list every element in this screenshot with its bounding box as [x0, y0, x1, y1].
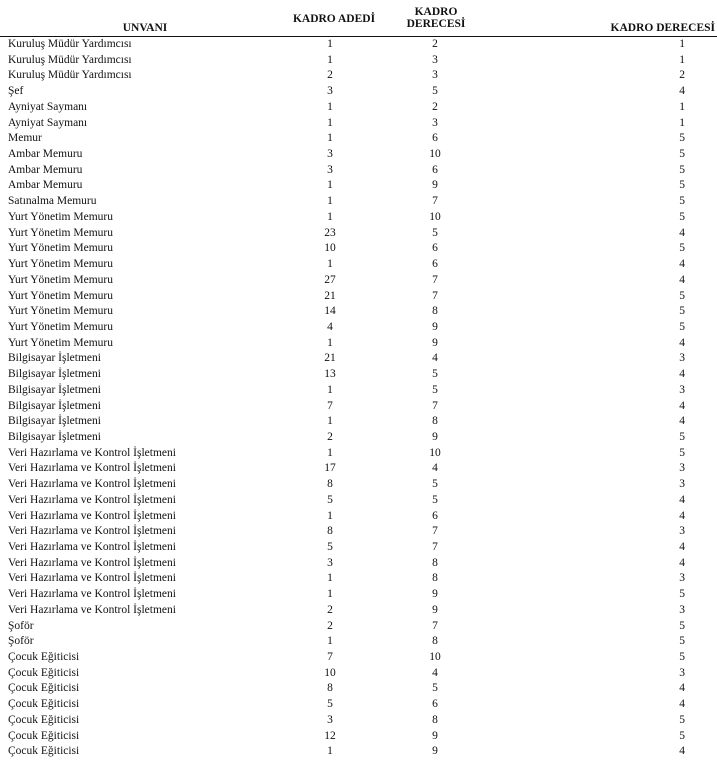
cell-kadro-derecesi-2: 3: [679, 666, 685, 679]
cell-kadro-adedi: 2: [327, 619, 333, 632]
cell-kadro-adedi: 2: [327, 603, 333, 616]
cell-kadro-derecesi-1: 6: [432, 509, 438, 522]
cell-kadro-derecesi-2: 4: [679, 336, 685, 349]
table-row: [0, 53, 717, 69]
cell-kadro-derecesi-1: 7: [432, 619, 438, 632]
cell-kadro-derecesi-2: 3: [679, 525, 685, 538]
cell-unvan: Yurt Yönetim Memuru: [8, 320, 113, 333]
table-row: [0, 257, 717, 273]
cell-kadro-derecesi-2: 4: [679, 556, 685, 569]
cell-kadro-adedi: 8: [327, 478, 333, 491]
cell-unvan: Yurt Yönetim Memuru: [8, 305, 113, 318]
cell-kadro-derecesi-1: 9: [432, 179, 438, 192]
cell-unvan: Ambar Memuru: [8, 148, 83, 161]
cell-kadro-adedi: 3: [327, 148, 333, 161]
cell-kadro-derecesi-2: 4: [679, 258, 685, 271]
table-row: [0, 697, 717, 713]
cell-unvan: Veri Hazırlama ve Kontrol İşletmeni: [8, 493, 176, 506]
cell-kadro-derecesi-2: 5: [679, 289, 685, 302]
table-row: [0, 744, 717, 760]
cell-kadro-derecesi-2: 1: [679, 53, 685, 66]
cell-kadro-derecesi-1: 5: [432, 383, 438, 396]
cell-unvan: Yurt Yönetim Memuru: [8, 273, 113, 286]
cell-kadro-derecesi-2: 5: [679, 635, 685, 648]
table-row: [0, 304, 717, 320]
table-row: [0, 351, 717, 367]
cell-unvan: Yurt Yönetim Memuru: [8, 336, 113, 349]
table-row: [0, 383, 717, 399]
table-row: [0, 540, 717, 556]
cell-kadro-adedi: 7: [327, 651, 333, 664]
cell-kadro-derecesi-1: 7: [432, 195, 438, 208]
cell-kadro-derecesi-2: 5: [679, 446, 685, 459]
cell-kadro-derecesi-2: 5: [679, 305, 685, 318]
cell-kadro-adedi: 5: [327, 698, 333, 711]
cell-unvan: Çocuk Eğiticisi: [8, 745, 80, 758]
cell-kadro-derecesi-2: 5: [679, 588, 685, 601]
cell-kadro-derecesi-1: 5: [432, 493, 438, 506]
cell-kadro-adedi: 14: [324, 305, 336, 318]
cell-kadro-adedi: 8: [327, 682, 333, 695]
table-header: [0, 0, 717, 37]
cell-unvan: Bilgisayar İşletmeni: [8, 352, 101, 365]
cell-unvan: Çocuk Eğiticisi: [8, 651, 80, 664]
table-row: [0, 320, 717, 336]
cell-unvan: Yurt Yönetim Memuru: [8, 242, 113, 255]
table-row: [0, 178, 717, 194]
table-row: [0, 666, 717, 682]
cell-unvan: Ayniyat Saymanı: [8, 116, 88, 129]
table-row: [0, 603, 717, 619]
table-row: [0, 493, 717, 509]
cell-kadro-derecesi-2: 4: [679, 226, 685, 239]
cell-kadro-derecesi-2: 4: [679, 399, 685, 412]
cell-kadro-derecesi-1: 4: [432, 666, 438, 679]
table-row: [0, 131, 717, 147]
cell-kadro-adedi: 10: [324, 666, 336, 679]
cell-kadro-derecesi-2: 5: [679, 195, 685, 208]
cell-kadro-adedi: 1: [327, 336, 333, 349]
cell-kadro-derecesi-1: 10: [429, 651, 441, 664]
table-row: [0, 681, 717, 697]
cell-kadro-derecesi-2: 5: [679, 179, 685, 192]
table-row: [0, 273, 717, 289]
cell-kadro-derecesi-2: 5: [679, 713, 685, 726]
cell-kadro-derecesi-1: 7: [432, 525, 438, 538]
table-row: [0, 68, 717, 84]
cell-kadro-adedi: 5: [327, 541, 333, 553]
cell-kadro-derecesi-1: 7: [432, 273, 438, 286]
table-row: [0, 619, 717, 635]
cell-unvan: Ambar Memuru: [8, 179, 83, 192]
cell-kadro-derecesi-2: 5: [679, 619, 685, 632]
cell-kadro-derecesi-1: 5: [432, 682, 438, 695]
table-row: [0, 729, 717, 745]
cell-kadro-derecesi-1: 3: [432, 53, 438, 66]
table-row: [0, 556, 717, 572]
table-row: [0, 163, 717, 179]
cell-kadro-adedi: 23: [324, 226, 336, 239]
cell-kadro-adedi: 1: [327, 100, 333, 113]
cell-unvan: Veri Hazırlama ve Kontrol İşletmeni: [8, 588, 176, 601]
cell-kadro-derecesi-1: 8: [432, 572, 438, 585]
table-row: [0, 461, 717, 477]
cell-kadro-derecesi-1: 7: [432, 289, 438, 302]
cell-kadro-derecesi-1: 4: [432, 352, 438, 365]
cell-kadro-derecesi-2: 5: [679, 210, 685, 223]
cell-kadro-derecesi-2: 5: [679, 430, 685, 443]
cell-kadro-derecesi-1: 5: [432, 85, 438, 98]
cell-kadro-adedi: 3: [327, 556, 333, 569]
table-row: [0, 226, 717, 242]
cell-kadro-derecesi-1: 4: [432, 462, 438, 475]
cell-unvan: Bilgisayar İşletmeni: [8, 383, 101, 396]
cell-kadro-adedi: 1: [327, 258, 333, 271]
cell-unvan: Çocuk Eğiticisi: [8, 698, 80, 711]
cell-kadro-adedi: 1: [327, 116, 333, 129]
table-body: [0, 37, 717, 760]
cell-kadro-adedi: 10: [324, 242, 336, 255]
header-kadro-derecesi-1: KADRO DERECESİ: [406, 6, 466, 30]
cell-kadro-derecesi-1: 3: [432, 116, 438, 129]
cell-kadro-adedi: 1: [327, 588, 333, 601]
cell-kadro-adedi: 1: [327, 195, 333, 208]
table-row: [0, 367, 717, 383]
header-unvan: UNVANI: [122, 22, 168, 34]
cell-kadro-adedi: 1: [327, 572, 333, 585]
cell-kadro-adedi: 27: [324, 273, 336, 286]
cell-unvan: Veri Hazırlama ve Kontrol İşletmeni: [8, 572, 176, 585]
cell-kadro-derecesi-1: 6: [432, 132, 438, 145]
cell-kadro-derecesi-1: 6: [432, 163, 438, 176]
cell-unvan: Veri Hazırlama ve Kontrol İşletmeni: [8, 556, 176, 569]
cell-kadro-adedi: 3: [327, 713, 333, 726]
cell-kadro-derecesi-2: 4: [679, 415, 685, 428]
table-row: [0, 446, 717, 462]
cell-kadro-adedi: 1: [327, 210, 333, 223]
cell-kadro-adedi: 1: [327, 509, 333, 522]
cell-kadro-derecesi-1: 6: [432, 242, 438, 255]
table-row: [0, 84, 717, 100]
cell-kadro-derecesi-1: 5: [432, 478, 438, 491]
cell-kadro-adedi: 1: [327, 38, 333, 50]
table-row: [0, 336, 717, 352]
cell-kadro-adedi: 12: [324, 729, 336, 742]
cell-kadro-derecesi-2: 1: [679, 100, 685, 113]
cell-kadro-derecesi-1: 6: [432, 698, 438, 711]
header-kadro-derecesi-2: KADRO DERECESİ: [610, 22, 715, 34]
cell-kadro-derecesi-2: 5: [679, 651, 685, 664]
table-row: [0, 37, 717, 53]
cell-unvan: Çocuk Eğiticisi: [8, 682, 80, 695]
cell-kadro-derecesi-2: 5: [679, 242, 685, 255]
cell-kadro-derecesi-1: 9: [432, 603, 438, 616]
cell-kadro-adedi: 21: [324, 289, 336, 302]
cell-kadro-adedi: 4: [327, 320, 333, 333]
cell-kadro-derecesi-2: 3: [679, 478, 685, 491]
cell-unvan: Bilgisayar İşletmeni: [8, 415, 101, 428]
cell-kadro-derecesi-2: 1: [679, 116, 685, 129]
table-row: [0, 509, 717, 525]
cell-kadro-derecesi-2: 3: [679, 462, 685, 475]
cell-unvan: Kuruluş Müdür Yardımcısı: [8, 38, 132, 50]
cell-kadro-derecesi-1: 8: [432, 305, 438, 318]
cell-unvan: Veri Hazırlama ve Kontrol İşletmeni: [8, 446, 176, 459]
table-row: [0, 289, 717, 305]
cell-kadro-adedi: 1: [327, 446, 333, 459]
table-row: [0, 210, 717, 226]
cell-kadro-adedi: 1: [327, 383, 333, 396]
table-row: [0, 477, 717, 493]
cell-kadro-derecesi-2: 4: [679, 509, 685, 522]
table-row: [0, 430, 717, 446]
cell-unvan: Şoför: [8, 635, 34, 648]
cell-unvan: Veri Hazırlama ve Kontrol İşletmeni: [8, 478, 176, 491]
cell-kadro-derecesi-1: 9: [432, 588, 438, 601]
cell-kadro-derecesi-1: 3: [432, 69, 438, 82]
table-row: [0, 650, 717, 666]
table-row: [0, 713, 717, 729]
cell-kadro-derecesi-2: 4: [679, 745, 685, 758]
cell-kadro-derecesi-2: 4: [679, 368, 685, 381]
cell-unvan: Kuruluş Müdür Yardımcısı: [8, 69, 132, 82]
cell-kadro-derecesi-2: 5: [679, 320, 685, 333]
cell-kadro-derecesi-2: 3: [679, 572, 685, 585]
cell-kadro-derecesi-1: 2: [432, 100, 438, 113]
cell-kadro-derecesi-1: 8: [432, 635, 438, 648]
cell-kadro-derecesi-1: 9: [432, 430, 438, 443]
table-row: [0, 241, 717, 257]
cell-kadro-adedi: 13: [324, 368, 336, 381]
cell-kadro-adedi: 3: [327, 163, 333, 176]
table-row: [0, 634, 717, 650]
cell-kadro-adedi: 17: [324, 462, 336, 475]
cell-unvan: Satınalma Memuru: [8, 195, 97, 208]
cell-kadro-derecesi-1: 10: [429, 148, 441, 161]
cell-unvan: Veri Hazırlama ve Kontrol İşletmeni: [8, 462, 176, 475]
cell-kadro-adedi: 1: [327, 745, 333, 758]
cell-kadro-adedi: 1: [327, 635, 333, 648]
cell-kadro-adedi: 1: [327, 179, 333, 192]
cell-kadro-derecesi-2: 3: [679, 603, 685, 616]
cell-kadro-derecesi-1: 8: [432, 415, 438, 428]
cell-kadro-derecesi-1: 9: [432, 336, 438, 349]
cell-kadro-adedi: 5: [327, 493, 333, 506]
cell-unvan: Şef: [8, 85, 24, 98]
table-row: [0, 116, 717, 132]
cell-kadro-adedi: 2: [327, 430, 333, 443]
cell-kadro-derecesi-2: 4: [679, 85, 685, 98]
cell-unvan: Veri Hazırlama ve Kontrol İşletmeni: [8, 541, 176, 553]
cell-unvan: Çocuk Eğiticisi: [8, 666, 80, 679]
header-kadro-adedi: KADRO ADEDİ: [292, 13, 376, 25]
cell-kadro-derecesi-1: 9: [432, 729, 438, 742]
cell-unvan: Veri Hazırlama ve Kontrol İşletmeni: [8, 603, 176, 616]
cell-kadro-derecesi-2: 5: [679, 132, 685, 145]
cell-kadro-derecesi-1: 8: [432, 556, 438, 569]
cell-kadro-adedi: 21: [324, 352, 336, 365]
table-row: [0, 571, 717, 587]
cell-kadro-derecesi-2: 4: [679, 682, 685, 695]
cell-kadro-adedi: 1: [327, 53, 333, 66]
cell-unvan: Veri Hazırlama ve Kontrol İşletmeni: [8, 525, 176, 538]
cell-kadro-adedi: 3: [327, 85, 333, 98]
cell-kadro-derecesi-1: 8: [432, 713, 438, 726]
cell-kadro-adedi: 7: [327, 399, 333, 412]
cell-kadro-derecesi-1: 2: [432, 38, 438, 50]
cell-unvan: Çocuk Eğiticisi: [8, 713, 80, 726]
cell-unvan: Kuruluş Müdür Yardımcısı: [8, 53, 132, 66]
cell-unvan: Şoför: [8, 619, 34, 632]
cell-unvan: Ayniyat Saymanı: [8, 100, 88, 113]
table-row: [0, 524, 717, 540]
cell-kadro-derecesi-2: 4: [679, 541, 685, 553]
cell-kadro-derecesi-2: 1: [679, 38, 685, 50]
cell-kadro-derecesi-1: 9: [432, 745, 438, 758]
cell-kadro-derecesi-1: 7: [432, 541, 438, 553]
cell-unvan: Bilgisayar İşletmeni: [8, 399, 101, 412]
cell-unvan: Bilgisayar İşletmeni: [8, 368, 101, 381]
table-row: [0, 414, 717, 430]
cell-kadro-derecesi-2: 5: [679, 148, 685, 161]
cell-unvan: Yurt Yönetim Memuru: [8, 226, 113, 239]
cell-kadro-derecesi-1: 5: [432, 226, 438, 239]
cell-unvan: Yurt Yönetim Memuru: [8, 210, 113, 223]
cell-kadro-adedi: 2: [327, 69, 333, 82]
cell-unvan: Ambar Memuru: [8, 163, 83, 176]
cell-kadro-derecesi-2: 4: [679, 493, 685, 506]
cell-kadro-derecesi-1: 9: [432, 320, 438, 333]
cell-kadro-derecesi-1: 7: [432, 399, 438, 412]
table-row: [0, 194, 717, 210]
cell-unvan: Yurt Yönetim Memuru: [8, 258, 113, 271]
cell-kadro-derecesi-2: 5: [679, 729, 685, 742]
table-row: [0, 587, 717, 603]
cell-kadro-adedi: 1: [327, 415, 333, 428]
table-row: [0, 147, 717, 163]
cell-unvan: Memur: [8, 132, 42, 145]
cell-unvan: Çocuk Eğiticisi: [8, 729, 80, 742]
cell-kadro-derecesi-1: 5: [432, 368, 438, 381]
cell-kadro-derecesi-2: 4: [679, 698, 685, 711]
table-row: [0, 399, 717, 415]
cell-kadro-derecesi-1: 6: [432, 258, 438, 271]
cell-kadro-derecesi-2: 5: [679, 163, 685, 176]
cell-unvan: Veri Hazırlama ve Kontrol İşletmeni: [8, 509, 176, 522]
cell-unvan: Bilgisayar İşletmeni: [8, 430, 101, 443]
cell-kadro-adedi: 1: [327, 132, 333, 145]
cell-kadro-derecesi-2: 3: [679, 383, 685, 396]
cell-unvan: Yurt Yönetim Memuru: [8, 289, 113, 302]
cell-kadro-derecesi-1: 10: [429, 446, 441, 459]
table-row: [0, 100, 717, 116]
cell-kadro-derecesi-1: 10: [429, 210, 441, 223]
cell-kadro-adedi: 8: [327, 525, 333, 538]
cell-kadro-derecesi-2: 2: [679, 69, 685, 82]
cell-kadro-derecesi-2: 4: [679, 273, 685, 286]
cell-kadro-derecesi-2: 3: [679, 352, 685, 365]
